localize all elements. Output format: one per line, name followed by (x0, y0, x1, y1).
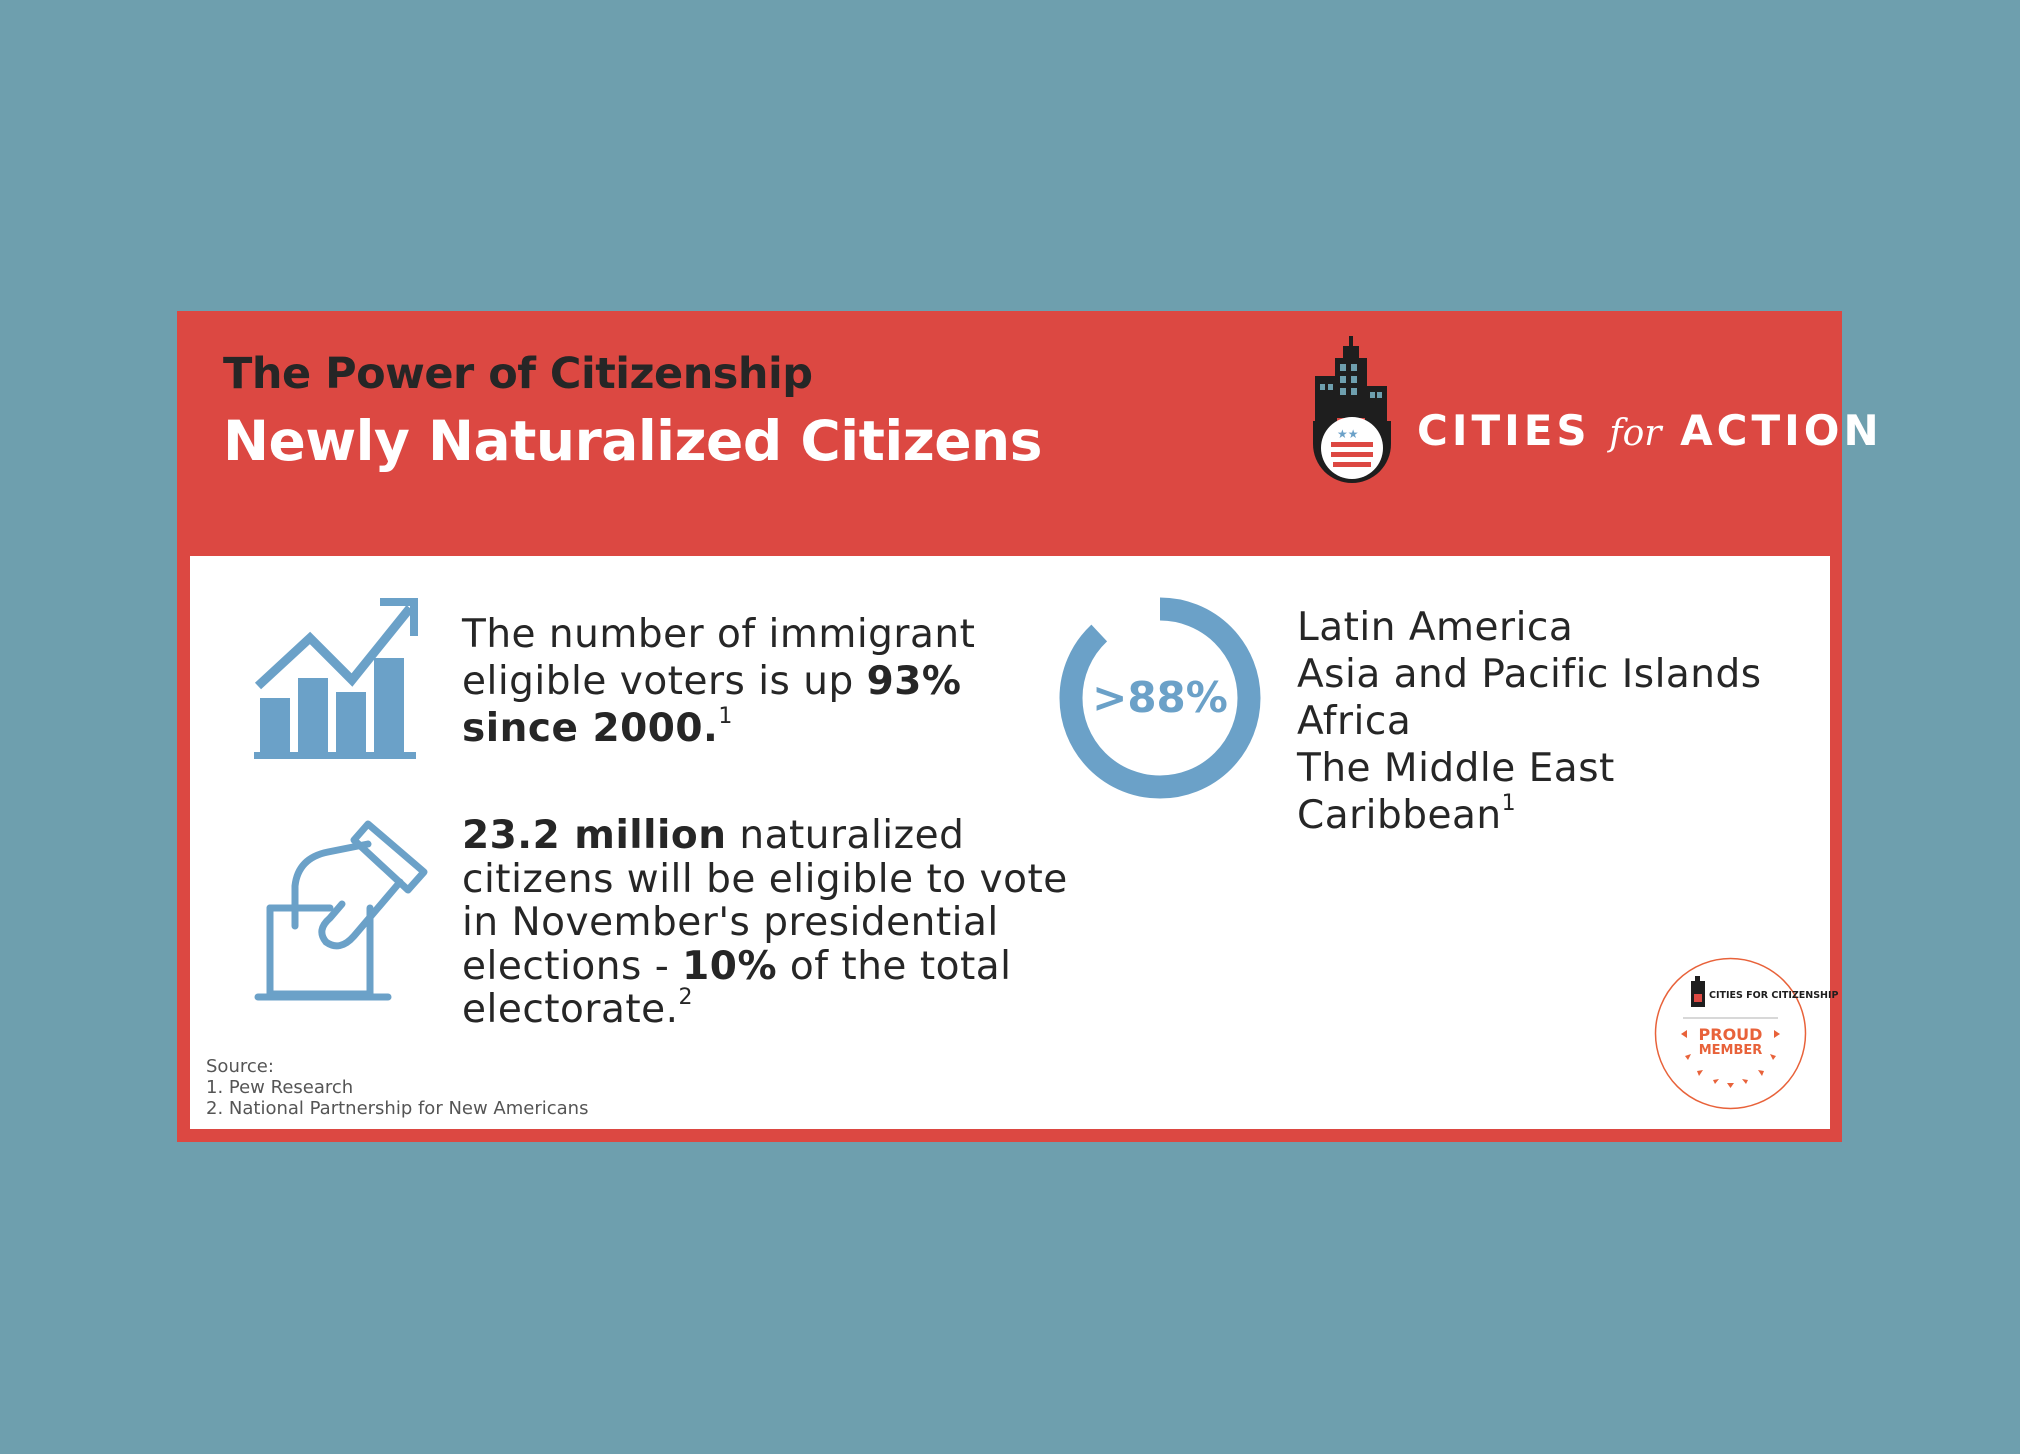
svg-text:★★: ★★ (1337, 427, 1359, 441)
stat-naturalized-highlight: 23.2 million (462, 813, 727, 858)
stat-naturalized-citizens (462, 814, 1082, 1032)
badge-org-text: CITIES FOR CITIZENSHIP (1709, 990, 1839, 1001)
origin-regions-list (1297, 604, 1762, 839)
proud-member-badge (1653, 956, 1839, 1111)
bar-chart-trend-up-icon (250, 594, 420, 764)
brand-name (1417, 406, 1883, 455)
stat-naturalized-middle: naturalized citizens will be eligible to vote in November's presidential elections - (462, 813, 1068, 989)
sources-heading: Source: (206, 1056, 274, 1077)
infographic-card (177, 311, 1883, 1142)
region-item: Latin America (1297, 605, 1574, 650)
region-item: Asia and Pacific Islands (1297, 652, 1762, 697)
brand-name-right: ACTION (1680, 406, 1883, 455)
brand-name-for: for (1609, 413, 1662, 454)
region-item: Africa (1297, 699, 1412, 744)
city-building-flag-icon (1307, 336, 1397, 491)
stat-eligible-voters (462, 611, 1022, 752)
region-item-last (1297, 792, 1762, 839)
region-item: The Middle East (1297, 746, 1615, 791)
stat-naturalized-suffix: of the total electorate. (462, 943, 1012, 1032)
brand-logo-group (1307, 336, 1883, 491)
badge-line1: PROUD (1698, 1025, 1763, 1044)
stat-eligible-voters-highlight: 93% since 2000. (462, 659, 962, 751)
region-item: Caribbean (1297, 793, 1502, 838)
origin-share-value: >88% (1092, 673, 1228, 722)
badge-line2: MEMBER (1698, 1043, 1763, 1058)
stat-naturalized-footnote: 2 (678, 985, 694, 1010)
content-panel (190, 556, 1839, 1129)
hand-ballot-box-icon (250, 816, 435, 1006)
brand-name-left: CITIES (1417, 406, 1591, 455)
source-item: 2. National Partnership for New Americans (206, 1098, 589, 1119)
stat-naturalized-share: 10% (682, 943, 778, 989)
stat-eligible-voters-footnote: 1 (718, 704, 733, 729)
header-title: The Power of Citizenship (223, 349, 813, 399)
sources-block (206, 1056, 588, 1119)
stat-eligible-voters-prefix: The number of immigrant eligible voters is up (462, 612, 976, 704)
source-item: 1. Pew Research (206, 1077, 354, 1098)
header-subtitle: Newly Naturalized Citizens (223, 409, 1042, 473)
regions-footnote: 1 (1501, 791, 1517, 816)
